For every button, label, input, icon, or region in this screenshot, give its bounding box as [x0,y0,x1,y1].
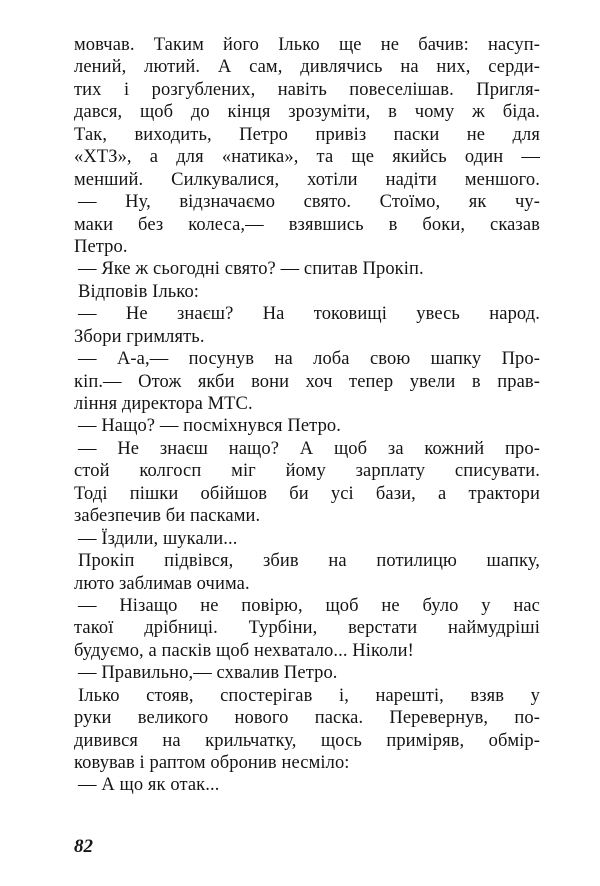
text-line: такої дрібниці. Турбіни, верстати наймудріші [74,618,540,639]
text-line: ління директора МТС. [74,394,253,414]
page-body-text [74,34,540,797]
text-line: забезпечив би пасками. [74,506,261,527]
text-line: — Нізащо не повірю, щоб не було у нас [78,595,540,616]
text-line: дивився на крильчатку, щось приміряв, обмір- [74,730,540,751]
text-line: — Не знаєш нащо? А щоб за кожний про- [78,438,540,459]
page-number: 82 [74,836,93,857]
text-line: «ХТЗ», а для «натика», та ще якийсь один — [74,147,540,168]
text-line: — Їздили, шукали... [78,528,238,549]
text-line: руки великого нового паска. Перевернув, по- [74,708,540,729]
text-line: будуємо, а пасків щоб нехватало... Ніколи! [74,640,414,661]
text-line: люто заблимав очима. [74,573,250,594]
text-line: — Ну, відзначаємо свято. Стоїмо, як чу- [78,192,540,213]
text-line: мовчав. Таким його Ілько ще не бачив: насуп- [74,35,540,55]
text-line: — Нащо? — посміхнувся Петро. [78,416,342,437]
text-line: — А-а,— посунув на лоба свою шапку Про- [78,349,540,370]
text-line: лений, лютий. А сам, дивлячись на них, серди- [74,57,540,78]
text-line: дався, щоб до кінця зрозуміти, в чому ж біда. [74,102,540,123]
text-line: менший. Силкувалися, хотіли надіти меншого. [74,169,540,190]
text-line: Так, виходить, Петро привіз паски не для [74,124,540,145]
text-line: ковував і раптом обронив несміло: [74,753,350,773]
text-line: Збори гримлять. [74,326,205,347]
text-line: Прокіп підвівся, збив на потилицю шапку, [78,551,540,572]
text-line: — Яке ж сьогодні свято? — спитав Прокіп. [78,259,424,280]
text-line: Тоді пішки обійшов би усі бази, а трактори [74,483,540,504]
text-line: кіп.— Отож якби вони хоч тепер увели в прав- [74,371,540,392]
text-line: Петро. [74,236,128,257]
text-line: Ілько стояв, спостерігав і, нарешті, взяв у [78,685,540,706]
text-line: — Правильно,— схвалив Петро. [78,663,338,684]
text-line: стой колгосп міг йому зарплату списувати. [74,461,540,482]
text-line: маки без колеса,— взявшись в боки, сказав [74,214,540,235]
text-line: — Не знаєш? На токовищі увесь народ. [78,304,540,325]
text-line: — А що як отак... [78,775,220,796]
text-line: Відповів Ілько: [78,281,200,302]
text-line: тих і розгублених, навіть повеселішав. Пригля- [74,79,540,100]
